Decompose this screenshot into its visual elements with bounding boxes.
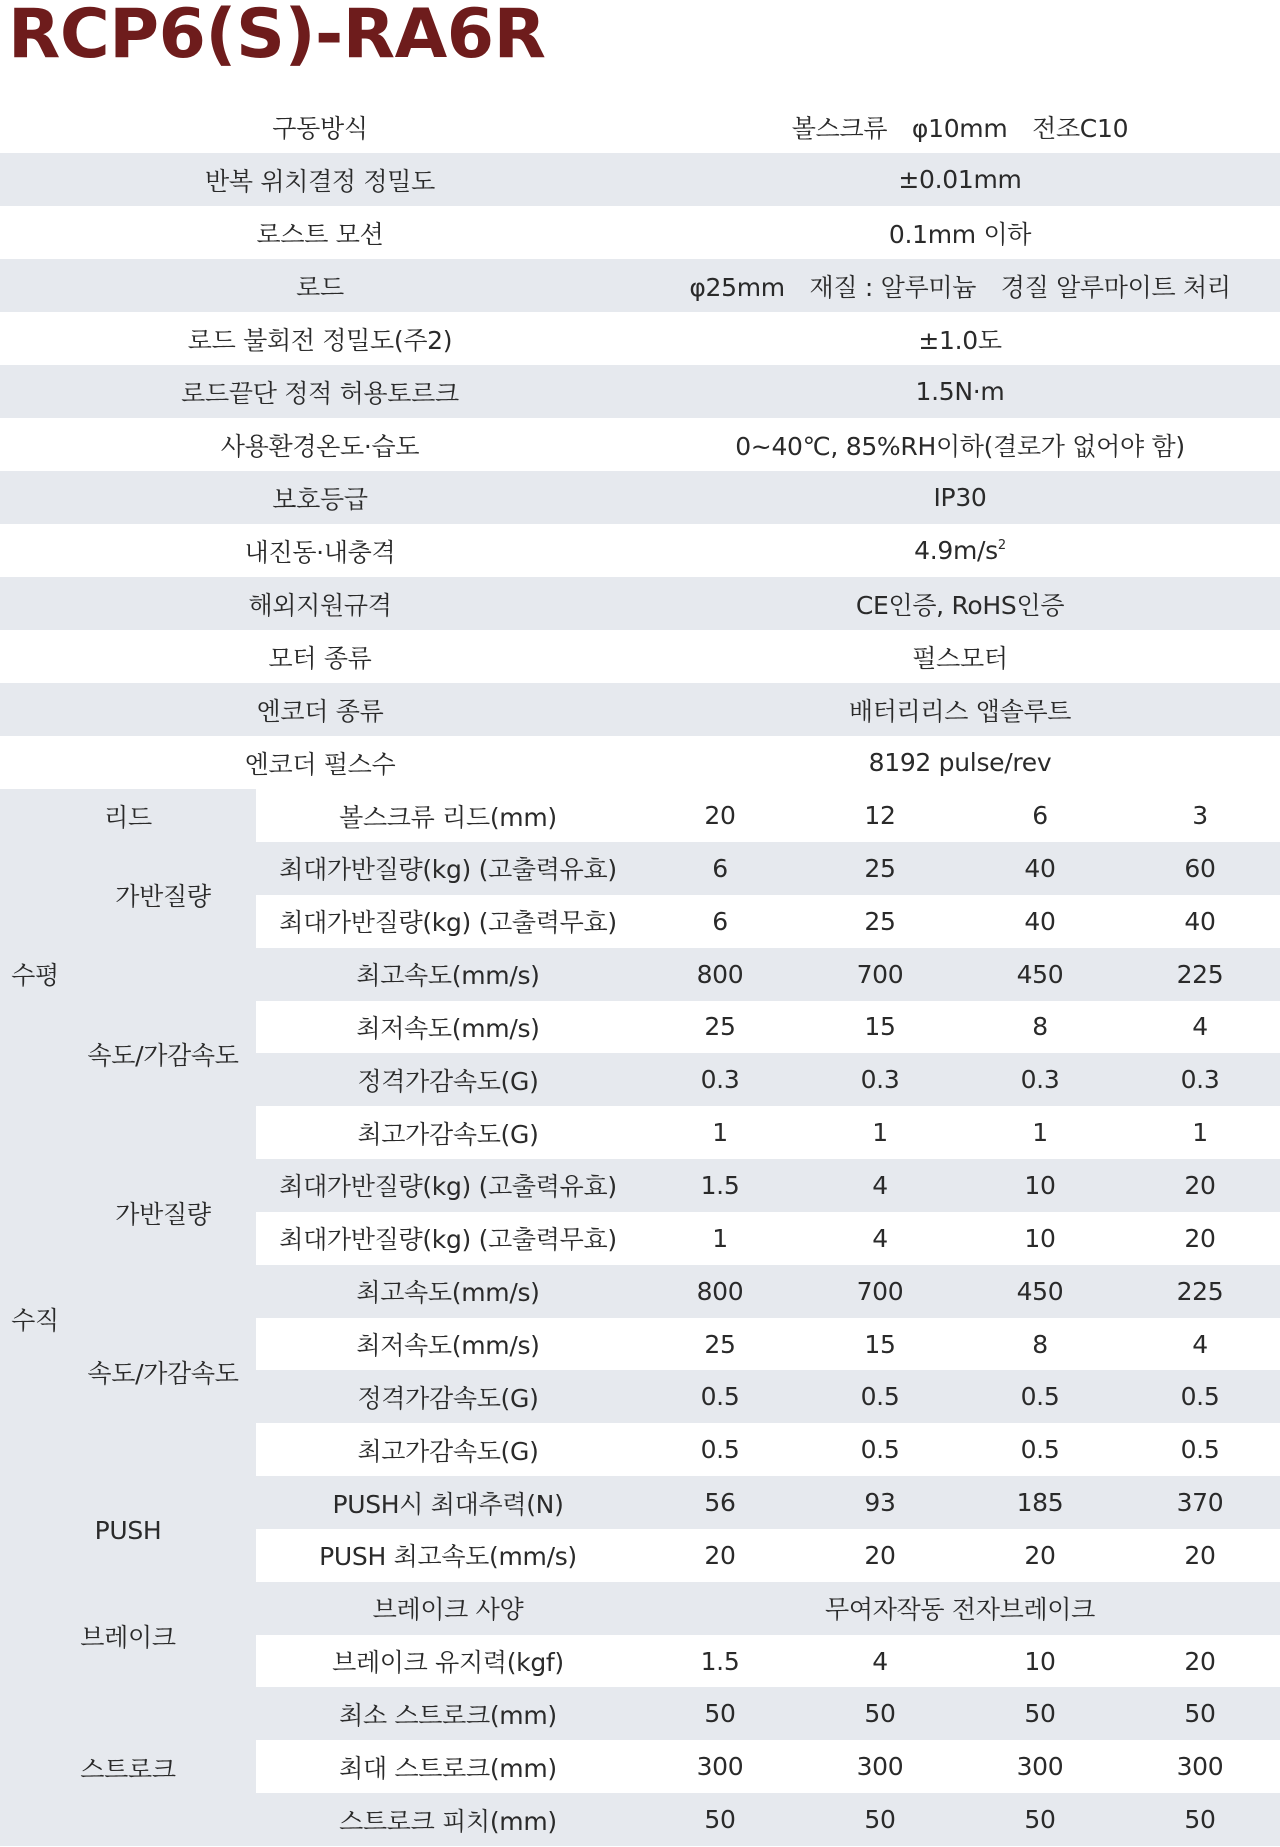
value-cell: 800 bbox=[696, 1276, 744, 1306]
spec-label: 로스트 모션 bbox=[256, 219, 384, 249]
value-cell: 20 bbox=[1024, 1540, 1056, 1570]
value-cell: 20 bbox=[864, 1540, 896, 1570]
value-cell: 450 bbox=[1016, 959, 1064, 989]
value-cell: 300 bbox=[696, 1752, 744, 1782]
value-cell: 225 bbox=[1176, 1276, 1224, 1306]
value-cell: 25 bbox=[704, 1012, 736, 1042]
value-cell: 1.5 bbox=[700, 1646, 740, 1676]
value-cell: 0.5 bbox=[1180, 1435, 1220, 1465]
general-spec-table bbox=[0, 100, 1280, 789]
group-horizontal: 수평 bbox=[11, 961, 59, 990]
value-cell: 0.5 bbox=[1020, 1435, 1060, 1465]
value-cell: 50 bbox=[704, 1805, 736, 1835]
value-cell: 4 bbox=[872, 1170, 888, 1200]
spec-label: 로드끝단 정적 허용토르크 bbox=[181, 378, 459, 408]
value-cell: 12 bbox=[864, 801, 896, 830]
row-label: 최저속도(mm/s) bbox=[356, 1331, 540, 1360]
group-stroke: 스트로크 bbox=[80, 1754, 176, 1784]
spec-value: 펄스모터 bbox=[912, 643, 1008, 673]
group-vertical: 수직 bbox=[11, 1305, 59, 1335]
group-vertical-speed: 속도/가감속도 bbox=[87, 1358, 239, 1388]
spec-row bbox=[0, 365, 1280, 418]
spec-label: 로드 bbox=[296, 272, 344, 302]
value-cell: 300 bbox=[1016, 1752, 1064, 1782]
value-cell: 20 bbox=[704, 801, 736, 830]
row-label: 브레이크 사양 bbox=[372, 1595, 524, 1625]
row-label: PUSH 최고속도(mm/s) bbox=[319, 1542, 577, 1572]
value-cell: 20 bbox=[1184, 1170, 1216, 1200]
spec-row bbox=[0, 418, 1280, 471]
value-cell: 0.5 bbox=[1180, 1382, 1220, 1412]
performance-table bbox=[0, 789, 1280, 1846]
spec-row bbox=[0, 630, 1280, 683]
spec-value-text: 4.9m/s bbox=[914, 536, 998, 565]
value-cell: 50 bbox=[1024, 1699, 1056, 1729]
value-cell: 1 bbox=[712, 1223, 728, 1253]
spec-value: 8192 pulse/rev bbox=[868, 748, 1052, 777]
value-cell: 800 bbox=[696, 959, 744, 989]
value-cell: 10 bbox=[1024, 1170, 1056, 1200]
value-cell: 1 bbox=[1192, 1118, 1208, 1148]
value-cell: 1 bbox=[872, 1118, 888, 1148]
value-cell: 40 bbox=[1024, 906, 1056, 936]
spec-label: 반복 위치결정 정밀도 bbox=[205, 166, 435, 196]
spec-value: ±0.01mm bbox=[898, 165, 1022, 194]
spec-row bbox=[0, 259, 1280, 312]
value-cell: 25 bbox=[864, 853, 896, 883]
value-cell: 0.5 bbox=[860, 1435, 900, 1465]
spec-value: 볼스크류 φ10mm 전조C10 bbox=[791, 113, 1129, 143]
value-cell: 0.3 bbox=[860, 1065, 900, 1095]
value-cell: 40 bbox=[1024, 853, 1056, 883]
spec-row bbox=[0, 683, 1280, 736]
spec-label: 구동방식 bbox=[272, 113, 368, 143]
spec-row bbox=[0, 206, 1280, 259]
value-cell: 60 bbox=[1184, 853, 1216, 883]
group-lead: 리드 bbox=[104, 802, 152, 832]
value-cell: 50 bbox=[864, 1805, 896, 1835]
value-cell: 40 bbox=[1184, 906, 1216, 936]
row-label: 최대 스트로크(mm) bbox=[339, 1753, 557, 1783]
value-cell: 185 bbox=[1016, 1488, 1064, 1518]
row-label: 최대가반질량(kg) (고출력유효) bbox=[279, 1172, 617, 1202]
group-brake: 브레이크 bbox=[80, 1623, 176, 1652]
group-push: PUSH bbox=[94, 1515, 162, 1545]
spec-row bbox=[0, 153, 1280, 206]
spec-row bbox=[0, 736, 1280, 789]
spec-row bbox=[0, 471, 1280, 524]
value-cell: 56 bbox=[704, 1488, 736, 1518]
row-label: 최고가감속도(G) bbox=[357, 1436, 539, 1466]
spec-value: 1.5N·m bbox=[915, 377, 1005, 406]
spec-label: 보호등급 bbox=[272, 484, 368, 514]
value-cell: 450 bbox=[1016, 1276, 1064, 1306]
row-label: 최소 스트로크(mm) bbox=[339, 1700, 557, 1730]
spec-value: ±1.0도 bbox=[918, 325, 1002, 355]
spec-label: 내진동·내충격 bbox=[244, 537, 396, 567]
value-cell: 93 bbox=[864, 1488, 896, 1518]
value-cell: 4 bbox=[872, 1223, 888, 1253]
spec-value: 0.1mm 이하 bbox=[888, 219, 1032, 249]
value-cell: 20 bbox=[704, 1540, 736, 1570]
value-cell: 8 bbox=[1032, 1329, 1048, 1359]
row-label: 최저속도(mm/s) bbox=[356, 1013, 540, 1043]
spec-label: 로드 불회전 정밀도(주2) bbox=[187, 325, 453, 355]
value-cell: 370 bbox=[1176, 1488, 1224, 1518]
spec-label: 해외지원규격 bbox=[248, 590, 392, 620]
value-cell: 0.3 bbox=[1020, 1065, 1060, 1095]
row-label: 최고속도(mm/s) bbox=[356, 961, 540, 991]
row-label: 최고속도(mm/s) bbox=[356, 1278, 540, 1308]
value-cell: 50 bbox=[704, 1699, 736, 1729]
value-cell: 50 bbox=[1184, 1699, 1216, 1729]
spec-row bbox=[0, 100, 1280, 153]
spec-label: 사용환경온도·습도 bbox=[220, 431, 420, 461]
value-cell: 6 bbox=[712, 906, 728, 936]
value-cell: 15 bbox=[864, 1012, 896, 1042]
row-label: 최대가반질량(kg) (고출력무효) bbox=[279, 908, 617, 938]
product-title: RCP6(S)-RA6R bbox=[8, 0, 546, 74]
spec-value-superscript: 2 bbox=[997, 538, 1006, 553]
value-cell: 20 bbox=[1184, 1540, 1216, 1570]
value-cell: 0.3 bbox=[1180, 1065, 1220, 1095]
value-cell: 6 bbox=[712, 853, 728, 883]
row-label: 브레이크 유지력(kgf) bbox=[332, 1648, 564, 1678]
spec-label: 모터 종류 bbox=[268, 643, 372, 673]
group-horizontal-payload: 가반질량 bbox=[115, 882, 211, 911]
value-cell: 10 bbox=[1024, 1646, 1056, 1676]
value-cell: 50 bbox=[1024, 1805, 1056, 1835]
value-cell: 4 bbox=[872, 1646, 888, 1676]
spec-value: 배터리리스 앱솔루트 bbox=[848, 696, 1072, 726]
spec-value bbox=[640, 536, 1280, 565]
row-label: 볼스크류 리드(mm) bbox=[339, 802, 557, 832]
group-horizontal-speed: 속도/가감속도 bbox=[87, 1041, 239, 1070]
spec-label: 엔코더 종류 bbox=[256, 696, 384, 726]
value-cell: 50 bbox=[1184, 1805, 1216, 1835]
row-span-value: 무여자작동 전자브레이크 bbox=[825, 1595, 1095, 1625]
value-cell: 10 bbox=[1024, 1223, 1056, 1253]
value-cell: 225 bbox=[1176, 959, 1224, 989]
value-cell: 25 bbox=[864, 906, 896, 936]
value-cell: 20 bbox=[1184, 1223, 1216, 1253]
value-cell: 0.3 bbox=[700, 1065, 740, 1095]
value-cell: 4 bbox=[1192, 1012, 1208, 1042]
row-label: 최대가반질량(kg) (고출력무효) bbox=[279, 1225, 617, 1255]
row-label: 최고가감속도(G) bbox=[357, 1119, 539, 1149]
value-cell: 700 bbox=[856, 1276, 904, 1306]
row-label: 최대가반질량(kg) (고출력유효) bbox=[279, 855, 617, 885]
group-vertical-payload: 가반질량 bbox=[115, 1200, 211, 1229]
spec-row bbox=[0, 312, 1280, 365]
value-cell: 50 bbox=[864, 1699, 896, 1729]
value-cell: 700 bbox=[856, 959, 904, 989]
value-cell: 0.5 bbox=[700, 1435, 740, 1465]
value-cell: 300 bbox=[856, 1752, 904, 1782]
spec-value: φ25mm 재질 : 알루미늄 경질 알루마이트 처리 bbox=[689, 272, 1231, 302]
spec-row bbox=[0, 524, 1280, 577]
value-cell: 15 bbox=[864, 1329, 896, 1359]
value-cell: 6 bbox=[1032, 801, 1048, 830]
spec-row bbox=[0, 577, 1280, 630]
row-label: 정격가감속도(G) bbox=[357, 1383, 539, 1413]
value-cell: 0.5 bbox=[860, 1382, 900, 1412]
value-cell: 25 bbox=[704, 1329, 736, 1359]
value-cell: 0.5 bbox=[1020, 1382, 1060, 1412]
row-label: 스트로크 피치(mm) bbox=[339, 1806, 557, 1836]
spec-label: 엔코더 펄스수 bbox=[244, 749, 396, 779]
value-cell: 1 bbox=[712, 1118, 728, 1148]
row-label: 정격가감속도(G) bbox=[357, 1066, 539, 1096]
value-cell: 300 bbox=[1176, 1752, 1224, 1782]
spec-value: IP30 bbox=[933, 483, 987, 512]
value-cell: 3 bbox=[1192, 801, 1208, 830]
value-cell: 20 bbox=[1184, 1646, 1216, 1676]
value-cell: 8 bbox=[1032, 1012, 1048, 1042]
value-cell: 1.5 bbox=[700, 1170, 740, 1200]
row-label: PUSH시 최대추력(N) bbox=[332, 1489, 564, 1519]
spec-value: 0~40℃, 85%RH이하(결로가 없어야 함) bbox=[735, 431, 1185, 461]
spec-value: CE인증, RoHS인증 bbox=[855, 590, 1065, 620]
value-cell: 1 bbox=[1032, 1118, 1048, 1148]
value-cell: 4 bbox=[1192, 1329, 1208, 1359]
value-cell: 0.5 bbox=[700, 1382, 740, 1412]
